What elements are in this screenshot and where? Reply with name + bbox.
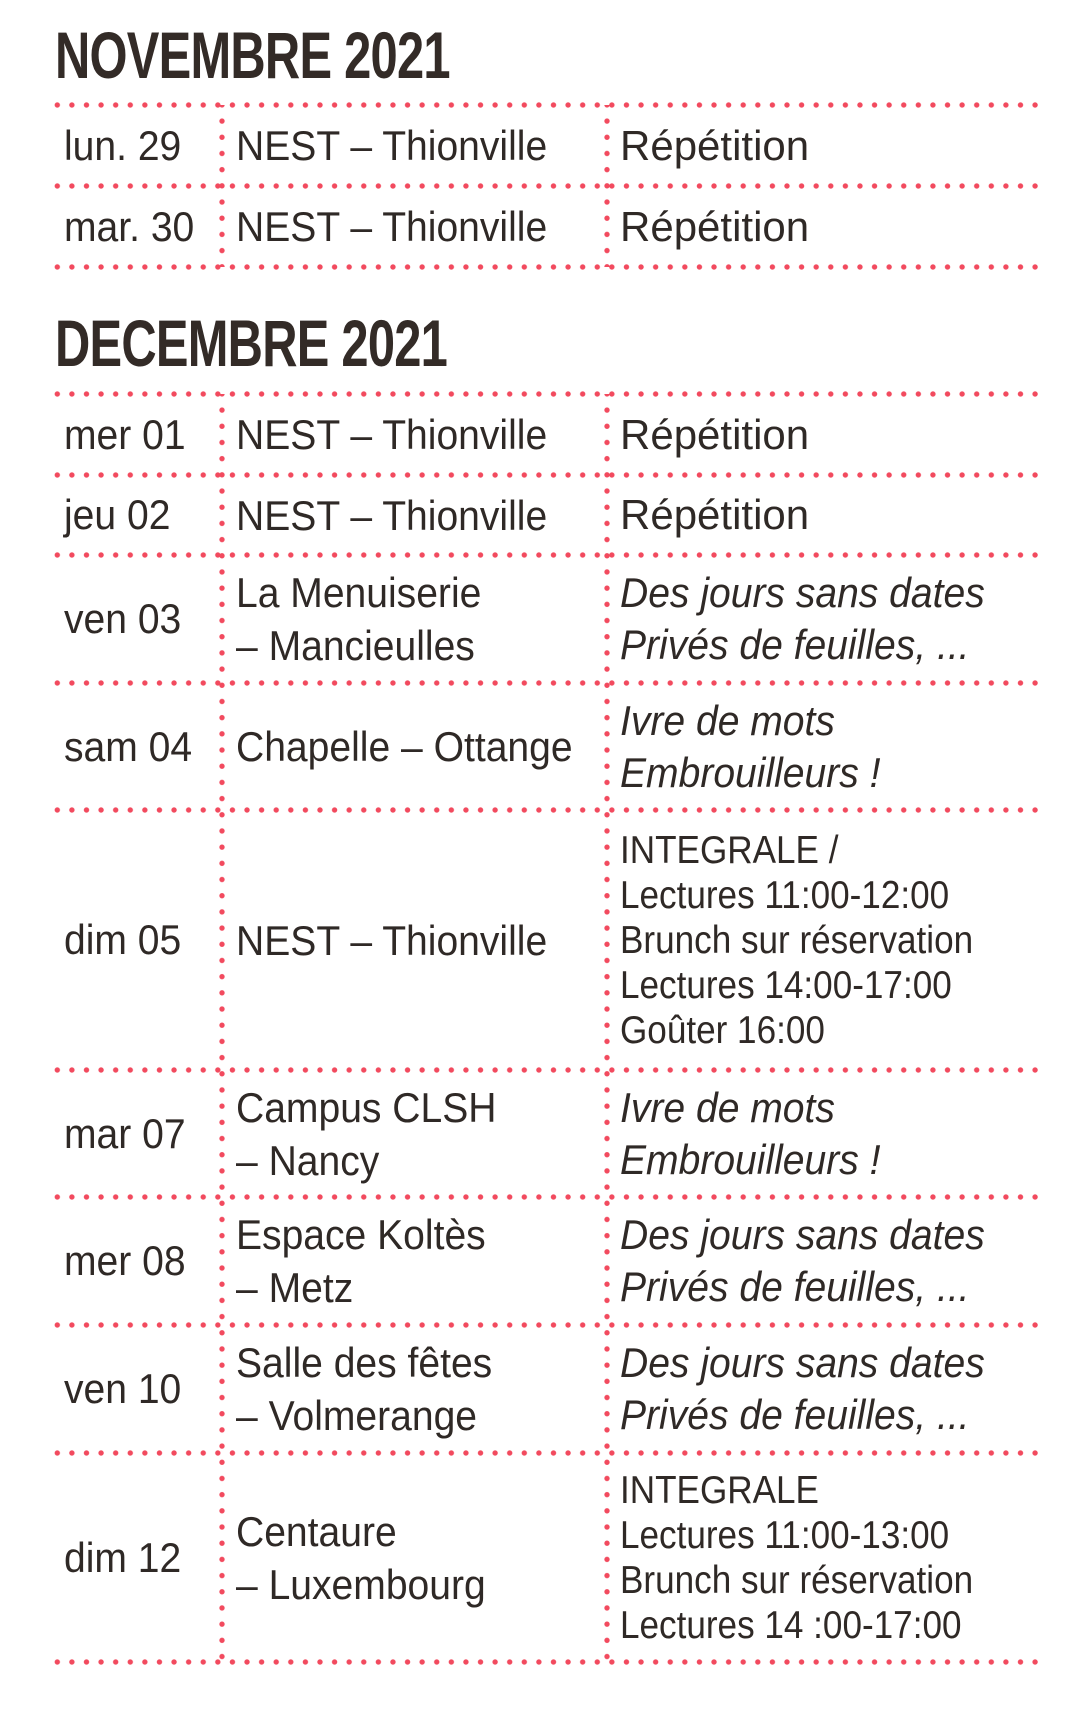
venue-cell	[236, 186, 601, 267]
event-cell	[620, 475, 1040, 555]
schedule-row	[0, 810, 1080, 1070]
event-detail: Brunch sur réservation	[620, 918, 974, 962]
event-title: Ivre de mots	[620, 696, 835, 744]
schedule-row	[0, 1453, 1080, 1662]
schedule-row	[0, 394, 1080, 475]
schedule-row	[0, 683, 1080, 810]
schedule-row	[0, 1325, 1080, 1453]
venue-label: NEST – Thionville	[236, 122, 548, 169]
schedule-row	[0, 1197, 1080, 1325]
date-label: dim 05	[64, 916, 182, 963]
date-cell	[64, 683, 214, 810]
date-cell	[64, 1197, 214, 1325]
event-cell	[620, 1325, 1040, 1453]
event-detail: Goûter 16:00	[620, 1008, 825, 1052]
venue-label: NEST – Thionville	[236, 203, 548, 250]
date-cell	[64, 394, 214, 475]
month-title-novembre: NOVEMBRE 2021	[55, 18, 450, 92]
date-label: mer 01	[64, 410, 186, 458]
event-cell	[620, 1070, 1040, 1197]
date-label: lun. 29	[64, 121, 182, 169]
venue-cell	[236, 683, 601, 810]
date-cell	[64, 186, 214, 267]
date-cell	[64, 810, 214, 1070]
venue-cell	[236, 1070, 601, 1197]
event-label: Répétition	[620, 202, 810, 250]
event-title: Ivre de mots	[620, 1083, 835, 1131]
date-cell	[64, 1070, 214, 1197]
event-label: Répétition	[620, 491, 810, 538]
month-title-decembre: DECEMBRE 2021	[55, 306, 448, 380]
event-title: Embrouilleurs !	[620, 748, 881, 796]
event-detail: Lectures 11:00-12:00	[620, 873, 950, 917]
venue-label: NEST – Thionville	[236, 411, 548, 458]
event-detail: Lectures 11:00-13:00	[620, 1513, 950, 1557]
schedule-row	[0, 105, 1080, 186]
schedule-row	[0, 475, 1080, 555]
event-label: Répétition	[620, 410, 810, 458]
date-cell	[64, 105, 214, 186]
date-label: jeu 02	[64, 491, 171, 538]
date-label: mar 07	[64, 1109, 186, 1157]
venue-cell	[236, 555, 601, 683]
date-label: ven 03	[64, 595, 182, 642]
venue-cell	[236, 394, 601, 475]
venue-cell	[236, 105, 601, 186]
schedule-row	[0, 186, 1080, 267]
venue-label: NEST – Thionville	[236, 916, 548, 964]
venue-label: Espace Koltès	[236, 1211, 486, 1258]
date-label: mar. 30	[64, 202, 195, 250]
venue-cell	[236, 475, 601, 555]
date-label: sam 04	[64, 722, 193, 770]
venue-label: NEST – Thionville	[236, 491, 548, 539]
event-cell	[620, 1453, 1040, 1662]
venue-label: – Mancieulles	[236, 622, 475, 669]
event-detail: INTEGRALE	[620, 1468, 819, 1512]
event-detail: Brunch sur réservation	[620, 1558, 974, 1602]
venue-cell	[236, 1325, 601, 1453]
event-cell	[620, 394, 1040, 475]
event-title: Des jours sans dates	[620, 569, 985, 616]
venue-label: Chapelle – Ottange	[236, 723, 573, 770]
date-cell	[64, 1453, 214, 1662]
schedule-row	[0, 555, 1080, 683]
date-cell	[64, 475, 214, 555]
event-title: Privés de feuilles, ...	[620, 621, 970, 668]
event-cell	[620, 1197, 1040, 1325]
event-detail: Lectures 14:00-17:00	[620, 963, 952, 1007]
event-cell	[620, 555, 1040, 683]
date-cell	[64, 555, 214, 683]
event-detail: INTEGRALE /	[620, 828, 839, 872]
event-cell	[620, 810, 1040, 1070]
event-title: Privés de feuilles, ...	[620, 1263, 970, 1310]
date-label: ven 10	[64, 1365, 182, 1412]
venue-label: Salle des fêtes	[236, 1339, 493, 1386]
event-cell	[620, 683, 1040, 810]
date-label: dim 12	[64, 1533, 182, 1581]
venue-label: – Nancy	[236, 1136, 380, 1184]
venue-label: – Metz	[236, 1264, 354, 1311]
venue-cell	[236, 810, 601, 1070]
schedule-row	[0, 1070, 1080, 1197]
venue-cell	[236, 1453, 601, 1662]
event-title: Privés de feuilles, ...	[620, 1391, 970, 1438]
venue-cell	[236, 1197, 601, 1325]
venue-label: – Luxembourg	[236, 1560, 486, 1608]
event-detail: Lectures 14 :00-17:00	[620, 1603, 962, 1647]
event-title: Des jours sans dates	[620, 1339, 985, 1386]
event-title: Des jours sans dates	[620, 1211, 985, 1258]
date-label: mer 08	[64, 1237, 186, 1284]
venue-label: La Menuiserie	[236, 569, 482, 616]
venue-label: Campus CLSH	[236, 1083, 497, 1131]
event-cell	[620, 105, 1040, 186]
event-cell	[620, 186, 1040, 267]
event-title: Embrouilleurs !	[620, 1135, 881, 1183]
event-label: Répétition	[620, 121, 810, 169]
date-cell	[64, 1325, 214, 1453]
venue-label: Centaure	[236, 1507, 397, 1555]
venue-label: – Volmerange	[236, 1392, 478, 1439]
